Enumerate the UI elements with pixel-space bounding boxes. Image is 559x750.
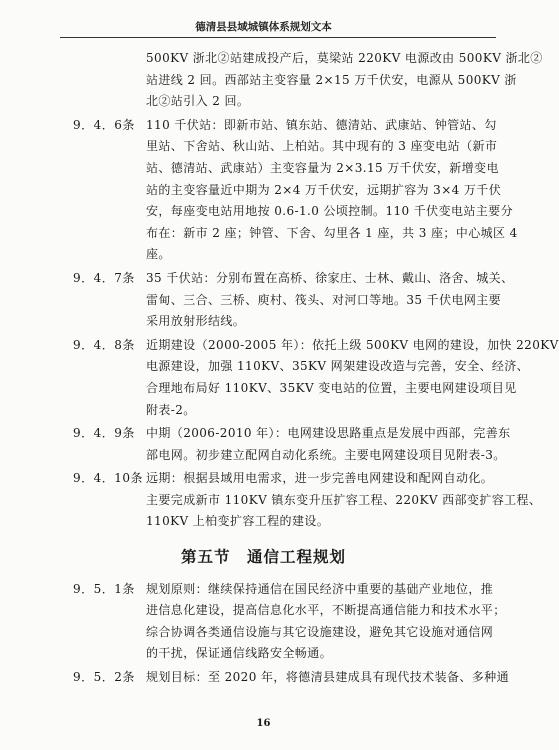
clause-text-line: 安，每座变电站用地按 0.6-1.0 公顷控制。110 千伏变电站主要分 bbox=[146, 204, 513, 219]
clause-text-line: 里站、下舍站、秋山站、上柏站。其中现有的 3 座变电站（新市 bbox=[146, 139, 498, 154]
clause-text-line: 规划原则：继续保持通信在国民经济中重要的基础产业地位，推 bbox=[146, 581, 494, 596]
clause-text-line: 近期建设（2000-2005 年）：依托上级 500KV 电网的建设，加快 220KV bbox=[146, 337, 559, 352]
clause-paragraph bbox=[0, 667, 527, 689]
clause-text-line: 综合协调各类通信设施与其它设施建设，避免其它设施对通信网 bbox=[146, 624, 494, 639]
section-title: 第五节 通信工程规划 bbox=[180, 548, 346, 567]
clause-text-line: 规划目标：至 2020 年，将德清县建成具有现代技术装备、多种通 bbox=[146, 670, 509, 685]
clause-text-line: 中期（2006-2010 年）：电网建设思路重点是发展中西部，完善东 bbox=[146, 426, 511, 441]
clause-number: 9．4．10条 bbox=[73, 471, 144, 486]
clause-text-line: 35 千伏站：分别布置在高桥、徐家庄、士林、戴山、洛舍、城关、 bbox=[146, 270, 514, 285]
telecom-clauses bbox=[0, 579, 527, 691]
clause-text-line: 进信息化建设，提高信息化水平，不断提高通信能力和技术水平； bbox=[146, 603, 506, 618]
clause-text-line: 的干扰，保证通信线路安全畅通。 bbox=[146, 646, 333, 661]
clause-number: 9．4．9条 bbox=[73, 426, 135, 441]
clause-text-line: 110KV 上柏变扩容工程的建设。 bbox=[146, 514, 330, 529]
clause-paragraph bbox=[0, 468, 542, 533]
clause-text-line: 北②站引入 2 回。 bbox=[146, 94, 250, 109]
clause-text-line: 布在：新市 2 座；钟管、下舍、勾里各 1 座，共 3 座；中心城区 4 bbox=[146, 225, 518, 240]
running-header: 德清县县域城镇体系规划文本 bbox=[195, 21, 332, 33]
clause-paragraph bbox=[0, 579, 527, 665]
clause-paragraph bbox=[0, 48, 543, 113]
clause-text-line: 座。 bbox=[146, 247, 171, 262]
clause-paragraph bbox=[0, 115, 527, 266]
page-number: 16 bbox=[256, 718, 271, 729]
clause-number: 9．5．1条 bbox=[73, 581, 135, 596]
clause-number: 9．4．7条 bbox=[73, 270, 135, 285]
clause-text-line: 远期：根据县域用电需求，进一步完善电网建设和配网自动化。 bbox=[146, 471, 494, 486]
clause-text-line: 站的主变容量近中期为 2×4 万千伏安，远期扩容为 3×4 万千伏 bbox=[146, 182, 502, 197]
electric-power-clauses bbox=[0, 48, 559, 535]
clause-text-line: 站、德清站、武康站）主变容量为 2×3.15 万千伏安，新增变电 bbox=[146, 160, 499, 175]
clause-paragraph bbox=[0, 268, 527, 333]
clause-text-line: 合理地布局好 110KV、35KV 变电站的位置，主要电网建设项目见 bbox=[146, 380, 517, 395]
clause-text-line: 站进线 2 回。西部站主变容量 2×15 万千伏安，电源从 500KV 浙 bbox=[146, 72, 517, 87]
clause-text-line: 主要完成新市 110KV 镇东变升压扩容工程、220KV 西部变扩容工程、 bbox=[146, 492, 542, 507]
clause-number: 9．4．8条 bbox=[73, 337, 135, 352]
clause-text-line: 500KV 浙北②站建成投产后，莫梁站 220KV 电源改由 500KV 浙北② bbox=[146, 51, 543, 65]
clause-number: 9．5．2条 bbox=[73, 670, 135, 685]
clause-paragraph bbox=[0, 335, 559, 421]
clause-text-line: 采用放射形结线。 bbox=[146, 314, 246, 329]
clause-number: 9．4．6条 bbox=[73, 117, 135, 132]
clause-text-line: 附表-2。 bbox=[146, 402, 196, 417]
clause-text-line: 电源建设，加强 110KV、35KV 网架建设改造与完善，安全、经济、 bbox=[146, 359, 530, 374]
clause-text-line: 110 千伏站：即新市站、镇东站、德清站、武康站、钟管站、勾 bbox=[146, 117, 497, 132]
clause-text-line: 雷甸、三合、三桥、庾村、筏头、对河口等地。35 千伏电网主要 bbox=[146, 292, 502, 307]
document-body bbox=[0, 48, 559, 691]
clause-paragraph bbox=[0, 423, 527, 466]
clause-text-line: 部电网。初步建立配网自动化系统。主要电网建设项目见附表-3。 bbox=[146, 447, 506, 462]
header-rule bbox=[60, 37, 496, 38]
